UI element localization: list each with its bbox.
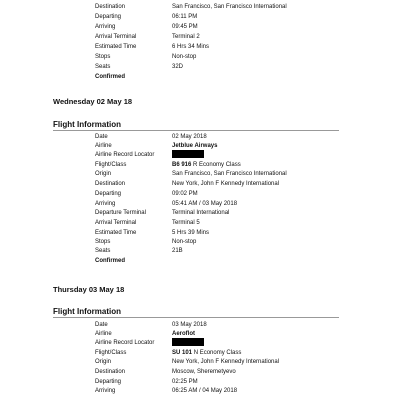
detail-row xyxy=(0,179,400,189)
airline-value: Aeroflot xyxy=(172,331,195,337)
detail-row xyxy=(0,169,400,179)
section-divider xyxy=(53,130,339,131)
redaction-block xyxy=(172,338,204,346)
record-locator-value xyxy=(172,150,204,160)
row-value: Terminal International xyxy=(172,210,230,216)
row-label: Arrival Terminal xyxy=(95,220,137,226)
row-label: Departing xyxy=(95,191,122,197)
row-value: 03 May 2018 xyxy=(172,322,207,328)
status-row xyxy=(0,72,400,82)
detail-row xyxy=(0,2,400,12)
detail-row xyxy=(0,338,400,348)
section-title: Flight Information xyxy=(53,120,121,129)
detail-row xyxy=(0,12,400,22)
row-value: Terminal 2 xyxy=(172,34,200,40)
flight-number: B6 916 xyxy=(172,162,192,168)
row-label: Estimated Time xyxy=(95,230,137,236)
row-label: Destination xyxy=(95,4,126,10)
row-value: 5 Hrs 39 Mins xyxy=(172,230,210,236)
fare-class: R Economy Class xyxy=(193,162,241,168)
status-row xyxy=(0,256,400,266)
row-label: Airline Record Locator xyxy=(95,340,155,346)
row-value: 05:41 AM / 03 May 2018 xyxy=(172,201,238,207)
section-divider xyxy=(53,317,339,318)
row-value: 06:11 PM xyxy=(172,14,198,20)
row-label: Flight/Class xyxy=(95,350,127,356)
detail-row xyxy=(0,218,400,228)
row-value: San Francisco, San Francisco International xyxy=(172,4,287,10)
row-label: Departing xyxy=(95,14,122,20)
detail-row xyxy=(0,357,400,367)
row-label: Stops xyxy=(95,54,111,60)
row-label: Origin xyxy=(95,359,112,365)
row-value: San Francisco, San Francisco International xyxy=(172,171,287,177)
row-label: Seats xyxy=(95,64,111,70)
status-label: Confirmed xyxy=(95,74,125,80)
row-label: Airline Record Locator xyxy=(95,152,155,158)
row-label: Seats xyxy=(95,248,111,254)
airline-value: Jetblue Airways xyxy=(172,143,218,149)
redaction-block xyxy=(172,150,204,158)
row-value: Non-stop xyxy=(172,54,197,60)
row-value: 02:25 PM xyxy=(172,379,198,385)
row-label: Airline xyxy=(95,143,112,149)
detail-row xyxy=(0,386,400,396)
row-label: Stops xyxy=(95,239,111,245)
row-label: Arriving xyxy=(95,24,116,30)
row-value: 02 May 2018 xyxy=(172,134,207,140)
row-label: Date xyxy=(95,134,108,140)
row-value: 21B xyxy=(172,248,183,254)
row-label: Departing xyxy=(95,379,122,385)
row-value: New York, John F Kennedy International xyxy=(172,359,280,365)
row-label: Arriving xyxy=(95,201,116,207)
row-value: 6 Hrs 34 Mins xyxy=(172,44,210,50)
detail-row xyxy=(0,22,400,32)
detail-row xyxy=(0,62,400,72)
row-value: Non-stop xyxy=(172,239,197,245)
row-label: Arrival Terminal xyxy=(95,34,137,40)
row-label: Airline xyxy=(95,331,112,337)
row-value: New York, John F Kennedy International xyxy=(172,181,280,187)
fare-class: N Economy Class xyxy=(193,350,242,356)
detail-row xyxy=(0,32,400,42)
row-label: Destination xyxy=(95,369,126,375)
row-value: Terminal 5 xyxy=(172,220,200,226)
row-value: 09:45 PM xyxy=(172,24,198,30)
detail-row xyxy=(0,208,400,218)
section-title: Flight Information xyxy=(53,307,121,316)
date-header: Wednesday 02 May 18 xyxy=(53,97,133,106)
row-label: Flight/Class xyxy=(95,162,127,168)
flight-number: SU 101 xyxy=(172,350,193,356)
row-label: Destination xyxy=(95,181,126,187)
detail-row xyxy=(0,189,400,199)
row-label: Arriving xyxy=(95,388,116,394)
row-value: 09:02 PM xyxy=(172,191,198,197)
date-header: Thursday 03 May 18 xyxy=(53,285,125,294)
row-value: 32D xyxy=(172,64,184,70)
detail-row xyxy=(0,52,400,62)
detail-row xyxy=(0,42,400,52)
detail-row xyxy=(0,150,400,160)
detail-row xyxy=(0,246,400,256)
row-value: 06:25 AM / 04 May 2018 xyxy=(172,388,238,394)
row-label: Estimated Time xyxy=(95,44,137,50)
row-label: Origin xyxy=(95,171,112,177)
detail-row xyxy=(0,367,400,377)
row-label: Departure Terminal xyxy=(95,210,146,216)
row-label: Date xyxy=(95,322,108,328)
record-locator-value xyxy=(172,338,204,348)
row-value: Moscow, Sheremetyevo xyxy=(172,369,236,375)
status-label: Confirmed xyxy=(95,258,125,264)
